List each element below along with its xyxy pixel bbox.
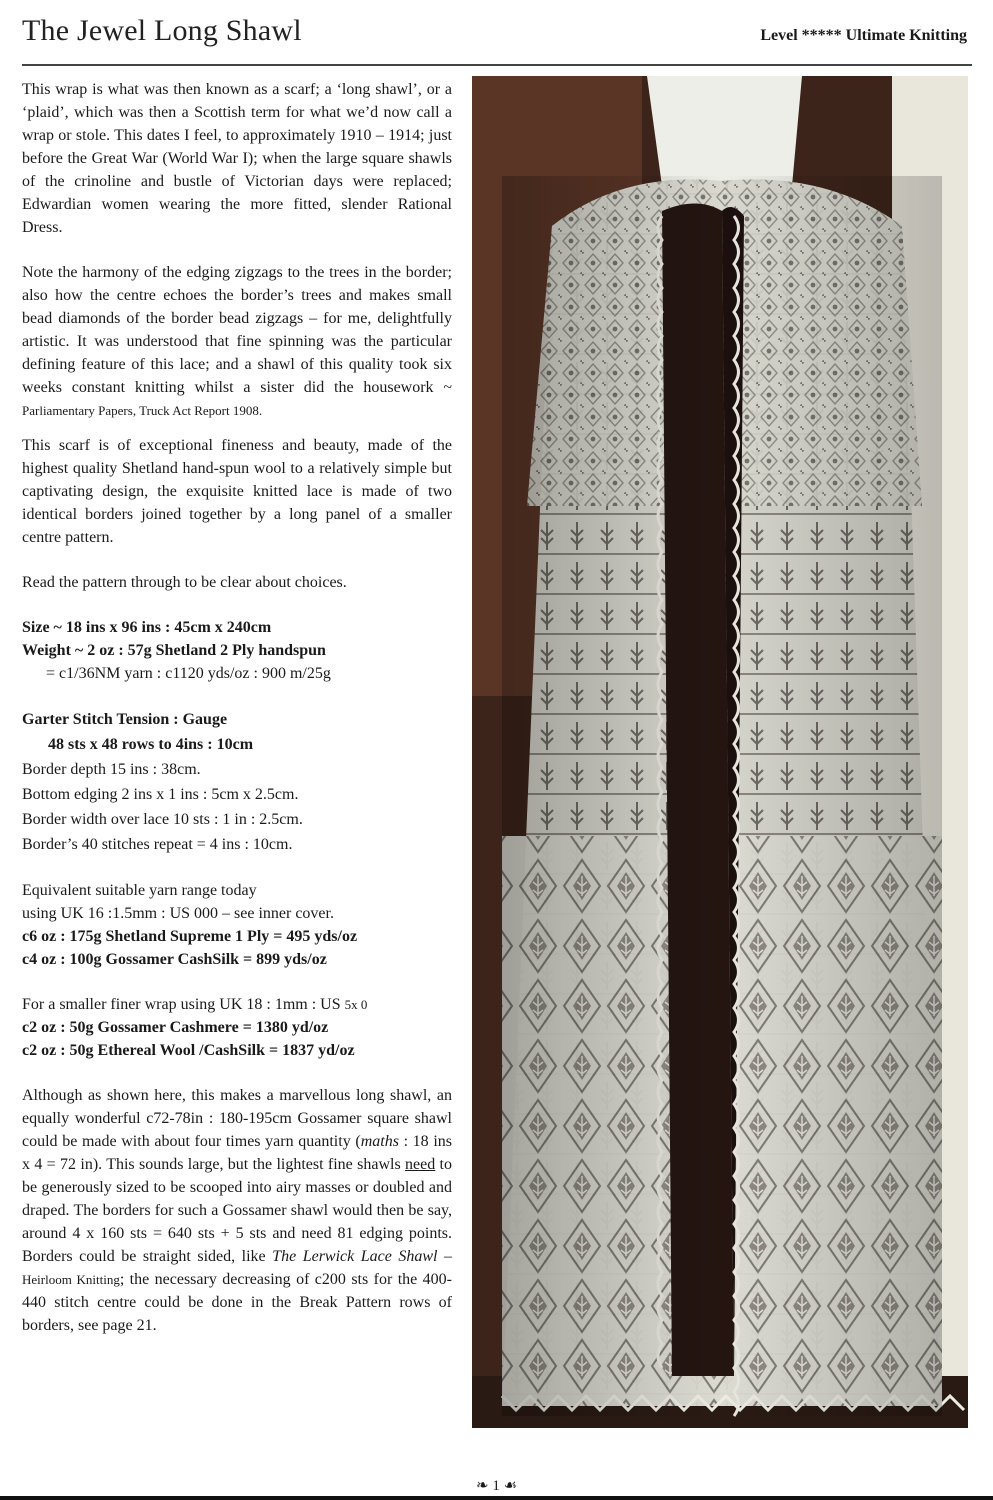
smaller-yarn-1: c2 oz : 50g Gossamer Cashmere = 1380 yd/oz [22,1019,329,1036]
header-divider [22,64,972,66]
equivalent-yarn-1: c6 oz : 175g Shetland Supreme 1 Ply = 495 yds/oz [22,928,358,945]
gauge-heading: Garter Stitch Tension : Gauge [22,711,228,728]
equivalent-line-1: Equivalent suitable yarn range today [22,882,257,899]
difficulty-level: Level ***** Ultimate Knitting [760,27,967,44]
closing-text: ; the necessary decreasing of c200 sts for the 400-440 stitch centre could be done in the Break Pattern rows of borders, see page 21. [22,1271,452,1334]
bottom-border [0,1496,993,1500]
intro-paragraph-3: This scarf is of exceptional fineness and beauty, made of the highest quality Shetland hand-spun wool to a relatively simple but captivating design, the exquisite knitted lace is made of two identical borders joined together by a long panel of a smaller centre pattern. [22,437,452,546]
intro-paragraph-2 [22,261,452,422]
shawl-illustration [472,76,968,1428]
size-spec: Size ~ 18 ins x 96 ins : 45cm x 240cm [22,619,272,636]
weight-spec: Weight ~ 2 oz : 57g Shetland 2 Ply handspun [22,642,326,659]
closing-paragraph [22,1084,452,1337]
closing-text: to be generously sized to be scooped into airy masses or doubled and draped. The borders for such a Gossamer shawl would then be say, around 4 x 160 sts = 640 sts + 5 sts and need 81 edging points. Borders could be straight sided, like [22,1156,453,1265]
specs-block [22,616,452,685]
ornament-left-icon: ❧ [475,1478,489,1494]
gauge-block [22,707,452,857]
equivalent-line-2: using UK 16 :1.5mm : US 000 – see inner cover. [22,905,334,922]
equivalent-yarn-2: c4 oz : 100g Gossamer CashSilk = 899 yds/oz [22,951,327,968]
page-footer [0,1472,993,1500]
smaller-line-1 [22,993,452,1016]
gauge-line: Border width over lace 10 sts : 1 in : 2.5cm. [22,811,303,828]
smaller-line-1-text: For a smaller finer wrap using UK 18 : 1mm : US [22,996,341,1013]
ornament-right-icon: ☙ [503,1478,518,1494]
shawl-photo [472,76,968,1428]
closing-maths: maths [360,1133,399,1150]
page-number [0,1476,993,1495]
page-header [0,0,993,70]
text-column [22,78,452,1337]
smaller-needle-size: 5x 0 [344,997,368,1012]
gauge-value: 48 sts x 48 rows to 4ins : 10cm [48,736,254,753]
closing-need: need [405,1156,436,1173]
source-citation: Parliamentary Papers, Truck Act Report 1908. [22,403,263,418]
closing-text: – [437,1248,453,1265]
page-title: The Jewel Long Shawl [22,14,302,47]
page-number-value: 1 [492,1478,500,1494]
smaller-yarn-2: c2 oz : 50g Ethereal Wool /CashSilk = 1837 yd/oz [22,1042,355,1059]
yarn-spec: = c1/36NM yarn : c1120 yds/oz : 900 m/25g [46,665,331,682]
smaller-wrap-block [22,993,452,1062]
intro-paragraph-1: This wrap is what was then known as a scarf; a ‘long shawl’, or a ‘plaid’, which was then a Scottish term for what we’d now call a wrap or stole. This dates I feel, to approximately 1910 – 1914; just before the Great War (World War I); when the large square shawls of the crinoline and bustle of Victorian days were replaced; Edwardian women wearing the more fitted, slender Rational Dress. [22,81,452,236]
gauge-line: Border’s 40 stitches repeat = 4 ins : 10cm. [22,836,293,853]
equivalent-yarns-block [22,879,452,971]
gauge-line: Bottom edging 2 ins x 1 ins : 5cm x 2.5cm. [22,786,299,803]
closing-text: Although as shown here, this makes a marvellous long shawl, an equally wonderful c72-78in : 180-195cm Gossamer square shawl could be made with about four times yarn quantity ( [22,1087,452,1150]
closing-text: : 18 ins x 4 = 72 in). This sounds large, but the lightest fine shawls [22,1133,452,1173]
lerwick-reference: The Lerwick Lace Shawl [272,1248,438,1265]
intro-paragraph-2-text: Note the harmony of the edging zigzags to the trees in the border; also how the centre echoes the border’s trees and makes small bead diamonds of the border bead zigzags – for me, delightfully artistic. It was understood that fine spinning was the particular defining feature of this lace; and a shawl of this quality took six weeks constant knitting whilst a sister did the housework ~ [22,264,452,396]
intro-paragraph-4: Read the pattern through to be clear about choices. [22,574,347,591]
heirloom-reference: Heirloom Knitting [22,1272,120,1287]
gauge-line: Border depth 15 ins : 38cm. [22,761,201,778]
